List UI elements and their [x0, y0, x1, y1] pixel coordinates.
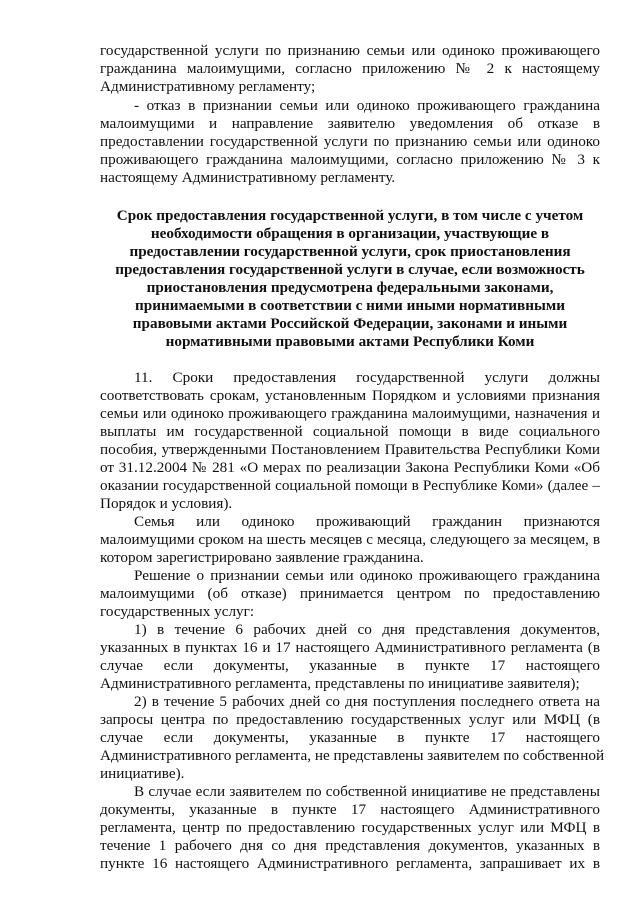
text-line: Административного регламента, представлены по инициативе заявителя);	[100, 675, 580, 692]
text-line: соответствовать срокам, установленным Порядком и условиями признания	[100, 387, 600, 404]
text-line: случае если документы, указанные в пункте 17 настоящего	[100, 729, 600, 746]
text-line: настоящему Административному регламенту.	[100, 169, 396, 186]
text-line: семьи или одиноко проживающего гражданина малоимущими, назначения и	[100, 405, 600, 422]
text-line: 1) в течение 6 рабочих дней со дня представления документов,	[134, 621, 600, 638]
text-line: оказании государственной социальной помощи в Республике Коми» (далее –	[100, 477, 600, 494]
text-line: 11. Сроки предоставления государственной услуги должны	[134, 369, 600, 386]
text-line: малоимущими и направление заявителю уведомления об отказе в	[100, 115, 600, 132]
text-line: пункте 16 настоящего Административного регламента, запрашивает их в	[100, 855, 600, 872]
text-line: Решение о признании семьи или одиноко проживающего гражданина	[134, 567, 600, 584]
text-line: гражданина малоимущими, согласно приложению № 2 к настоящему	[100, 60, 600, 77]
text-line: малоимущими сроком на шесть месяцев с месяца, следующего за месяцем, в	[100, 531, 600, 548]
text-line: предоставлении государственной услуги по признанию семьи или одиноко	[100, 133, 600, 150]
heading-line: нормативными правовыми актами Республики Коми	[165, 333, 535, 350]
text-line: 2) в течение 5 рабочих дней со дня поступления последнего ответа на	[134, 693, 600, 710]
heading-line: правовыми актами Российской Федерации, законами и иными	[132, 315, 568, 332]
heading-line: необходимости обращения в организации, участвующие в	[150, 225, 550, 242]
text-line: случае если документы, указанные в пункте 17 настоящего	[100, 657, 600, 674]
text-line: Административного регламента, не представлены заявителем по собственной	[100, 747, 605, 764]
text-line: документы, указанные в пункте 17 настоящего Административного	[100, 801, 600, 818]
text-line: указанных в пунктах 16 и 17 настоящего Административного регламента (в	[100, 639, 600, 656]
text-line: регламента, центр по предоставлению государственных услуг или МФЦ в	[100, 819, 600, 836]
heading-line: приостановления предусмотрена федеральными законами,	[146, 279, 554, 296]
text-line: Семья или одиноко проживающий гражданин признаются	[134, 513, 600, 530]
text-line: Административному регламенту;	[100, 78, 316, 95]
text-line: Порядок и условия).	[100, 495, 233, 512]
text-line: государственной услуги по признанию семьи или одиноко проживающего	[100, 42, 600, 59]
heading-line: предоставлении государственной услуги, срок приостановления	[129, 243, 571, 260]
text-line: течение 1 рабочего дня со дня представления документов, указанных в	[100, 837, 600, 854]
text-line: малоимущими (об отказе) принимается центром по предоставлению	[100, 585, 600, 602]
text-line: пособия, утвержденными Постановлением Правительства Республики Коми	[100, 441, 600, 458]
text-line: - отказ в признании семьи или одиноко проживающего гражданина	[134, 97, 600, 114]
text-line: запросы центра по предоставлению государственных услуг или МФЦ (в	[100, 711, 600, 728]
text-line: от 31.12.2004 № 281 «О мерах по реализации Закона Республики Коми «Об	[100, 459, 600, 476]
text-line: инициативе).	[100, 765, 185, 782]
text-line: проживающего гражданина малоимущими, согласно приложению № 3 к	[100, 151, 600, 168]
heading-line: предоставления государственной услуги в случае, если возможность	[115, 261, 585, 278]
text-line: котором зарегистрировано заявление гражданина.	[100, 549, 424, 566]
text-line: выплаты им государственной социальной помощи в виде социального	[100, 423, 600, 440]
text-line: В случае если заявителем по собственной инициативе не представлены	[134, 783, 600, 800]
heading-line: Срок предоставления государственной услуги, в том числе с учетом	[116, 207, 584, 224]
heading-line: принимаемыми в соответствии с ними иными нормативными	[135, 297, 565, 314]
text-line: государственных услуг:	[100, 603, 255, 620]
